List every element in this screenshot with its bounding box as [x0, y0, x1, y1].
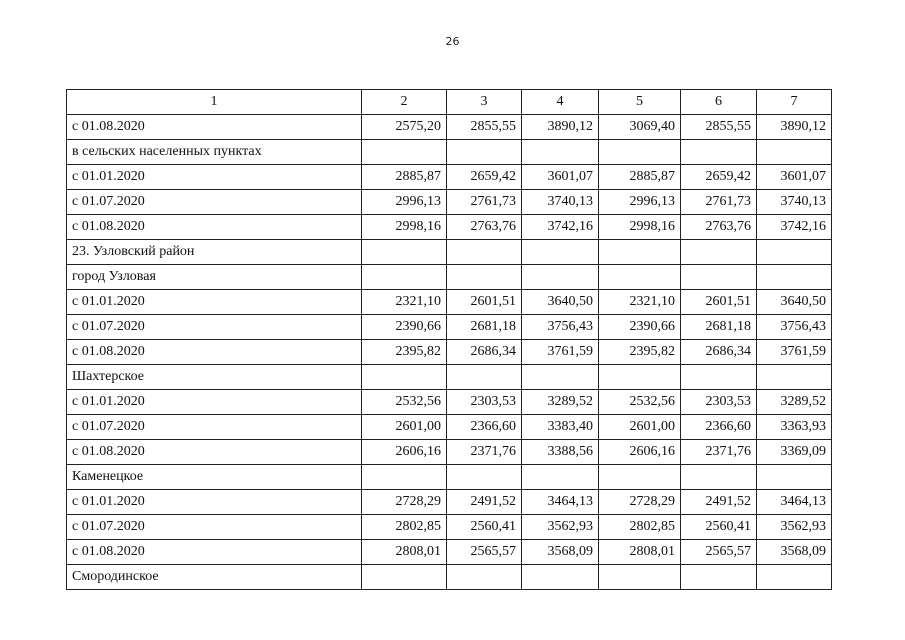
tariff-value-cell: 2366,60 [447, 415, 522, 440]
tariff-value-cell [362, 265, 447, 290]
tariff-value-cell: 2686,34 [447, 340, 522, 365]
tariff-table [66, 89, 832, 590]
table-row [67, 390, 832, 415]
tariff-value-cell: 2303,53 [447, 390, 522, 415]
row-label-cell: с 01.07.2020 [67, 415, 362, 440]
column-header: 3 [447, 90, 522, 115]
column-header: 2 [362, 90, 447, 115]
tariff-value-cell [599, 140, 681, 165]
row-label-cell: с 01.07.2020 [67, 315, 362, 340]
tariff-value-cell [681, 565, 757, 590]
row-label-cell: с 01.08.2020 [67, 440, 362, 465]
tariff-value-cell [447, 265, 522, 290]
tariff-value-cell [757, 365, 832, 390]
tariff-value-cell: 3363,93 [757, 415, 832, 440]
tariff-value-cell: 3756,43 [757, 315, 832, 340]
tariff-value-cell: 2998,16 [362, 215, 447, 240]
tariff-value-cell: 3464,13 [522, 490, 599, 515]
tariff-value-cell [757, 565, 832, 590]
tariff-value-cell: 2885,87 [599, 165, 681, 190]
tariff-value-cell: 2659,42 [681, 165, 757, 190]
tariff-value-cell [757, 265, 832, 290]
table-body [67, 90, 832, 590]
tariff-value-cell: 3756,43 [522, 315, 599, 340]
tariff-value-cell: 3742,16 [757, 215, 832, 240]
column-header: 4 [522, 90, 599, 115]
row-label-cell: город Узловая [67, 265, 362, 290]
table-row [67, 540, 832, 565]
tariff-value-cell [447, 565, 522, 590]
tariff-value-cell [362, 365, 447, 390]
tariff-value-cell: 3740,13 [522, 190, 599, 215]
column-header: 1 [67, 90, 362, 115]
tariff-value-cell: 2601,51 [681, 290, 757, 315]
column-header: 6 [681, 90, 757, 115]
tariff-value-cell: 2681,18 [447, 315, 522, 340]
tariff-value-cell: 3601,07 [522, 165, 599, 190]
page-number: 26 [445, 35, 460, 48]
row-label-cell: с 01.08.2020 [67, 115, 362, 140]
tariff-value-cell: 2659,42 [447, 165, 522, 190]
row-label-cell: Смородинское [67, 565, 362, 590]
tariff-value-cell [681, 140, 757, 165]
tariff-value-cell: 2808,01 [599, 540, 681, 565]
table-row [67, 340, 832, 365]
tariff-value-cell [522, 140, 599, 165]
tariff-value-cell: 3388,56 [522, 440, 599, 465]
tariff-value-cell: 2802,85 [599, 515, 681, 540]
tariff-value-cell: 2575,20 [362, 115, 447, 140]
table-row [67, 265, 832, 290]
tariff-value-cell [681, 265, 757, 290]
table-row [67, 415, 832, 440]
tariff-value-cell: 2321,10 [362, 290, 447, 315]
row-label-cell: в сельских населенных пунктах [67, 140, 362, 165]
tariff-value-cell [599, 465, 681, 490]
tariff-value-cell: 3562,93 [522, 515, 599, 540]
row-label-cell: с 01.07.2020 [67, 515, 362, 540]
row-label-cell: с 01.01.2020 [67, 290, 362, 315]
table-row [67, 215, 832, 240]
tariff-value-cell: 3742,16 [522, 215, 599, 240]
tariff-value-cell: 2366,60 [681, 415, 757, 440]
tariff-value-cell: 2761,73 [447, 190, 522, 215]
tariff-value-cell: 3289,52 [757, 390, 832, 415]
tariff-value-cell: 2395,82 [599, 340, 681, 365]
tariff-value-cell: 3640,50 [757, 290, 832, 315]
tariff-value-cell [757, 465, 832, 490]
tariff-value-cell: 3761,59 [522, 340, 599, 365]
tariff-value-cell: 2491,52 [681, 490, 757, 515]
row-label-cell: с 01.01.2020 [67, 390, 362, 415]
table-row [67, 565, 832, 590]
row-label-cell: Шахтерское [67, 365, 362, 390]
tariff-value-cell: 2565,57 [681, 540, 757, 565]
tariff-value-cell: 3761,59 [757, 340, 832, 365]
tariff-value-cell [681, 365, 757, 390]
tariff-value-cell: 2601,51 [447, 290, 522, 315]
tariff-value-cell: 3890,12 [757, 115, 832, 140]
tariff-value-cell [522, 265, 599, 290]
tariff-value-cell: 2606,16 [362, 440, 447, 465]
tariff-value-cell: 2763,76 [447, 215, 522, 240]
tariff-value-cell: 2303,53 [681, 390, 757, 415]
table-row [67, 365, 832, 390]
table-row [67, 140, 832, 165]
tariff-value-cell: 2996,13 [362, 190, 447, 215]
table-row [67, 515, 832, 540]
tariff-value-cell: 2321,10 [599, 290, 681, 315]
tariff-value-cell [757, 140, 832, 165]
tariff-value-cell: 3890,12 [522, 115, 599, 140]
tariff-value-cell [681, 465, 757, 490]
tariff-value-cell: 2681,18 [681, 315, 757, 340]
tariff-value-cell: 2532,56 [362, 390, 447, 415]
tariff-value-cell: 3640,50 [522, 290, 599, 315]
table-row [67, 290, 832, 315]
table-row [67, 440, 832, 465]
tariff-value-cell: 2855,55 [681, 115, 757, 140]
tariff-value-cell [447, 140, 522, 165]
row-label-cell: с 01.07.2020 [67, 190, 362, 215]
tariff-value-cell [362, 240, 447, 265]
tariff-value-cell [522, 465, 599, 490]
column-header: 5 [599, 90, 681, 115]
tariff-value-cell: 2491,52 [447, 490, 522, 515]
tariff-value-cell: 2885,87 [362, 165, 447, 190]
tariff-value-cell: 3369,09 [757, 440, 832, 465]
tariff-value-cell: 2601,00 [599, 415, 681, 440]
tariff-value-cell: 2560,41 [447, 515, 522, 540]
tariff-value-cell [599, 265, 681, 290]
table-header-row [67, 90, 832, 115]
tariff-value-cell: 2855,55 [447, 115, 522, 140]
tariff-value-cell [522, 565, 599, 590]
tariff-value-cell [599, 240, 681, 265]
tariff-value-cell [362, 465, 447, 490]
tariff-value-cell: 2395,82 [362, 340, 447, 365]
tariff-value-cell: 2728,29 [599, 490, 681, 515]
tariff-value-cell [447, 240, 522, 265]
tariff-value-cell [599, 565, 681, 590]
tariff-value-cell [681, 240, 757, 265]
tariff-value-cell: 3740,13 [757, 190, 832, 215]
tariff-value-cell: 2371,76 [447, 440, 522, 465]
tariff-value-cell [362, 565, 447, 590]
row-label-cell: с 01.08.2020 [67, 540, 362, 565]
table-row [67, 190, 832, 215]
tariff-value-cell: 3383,40 [522, 415, 599, 440]
tariff-value-cell [522, 365, 599, 390]
tariff-value-cell: 2686,34 [681, 340, 757, 365]
table-row [67, 240, 832, 265]
tariff-value-cell: 3069,40 [599, 115, 681, 140]
row-label-cell: Каменецкое [67, 465, 362, 490]
table-row [67, 465, 832, 490]
tariff-value-cell: 3289,52 [522, 390, 599, 415]
tariff-value-cell: 2565,57 [447, 540, 522, 565]
table-row [67, 165, 832, 190]
tariff-value-cell [522, 240, 599, 265]
tariff-value-cell: 2560,41 [681, 515, 757, 540]
tariff-value-cell: 2996,13 [599, 190, 681, 215]
tariff-value-cell: 3568,09 [757, 540, 832, 565]
tariff-value-cell: 2808,01 [362, 540, 447, 565]
table-row [67, 115, 832, 140]
row-label-cell: с 01.01.2020 [67, 490, 362, 515]
tariff-value-cell: 2802,85 [362, 515, 447, 540]
table-row [67, 315, 832, 340]
column-header: 7 [757, 90, 832, 115]
row-label-cell: с 01.08.2020 [67, 215, 362, 240]
row-label-cell: с 01.01.2020 [67, 165, 362, 190]
tariff-value-cell: 2532,56 [599, 390, 681, 415]
tariff-value-cell: 2606,16 [599, 440, 681, 465]
tariff-value-cell [447, 465, 522, 490]
tariff-value-cell: 2390,66 [599, 315, 681, 340]
tariff-value-cell: 2371,76 [681, 440, 757, 465]
row-label-cell: 23. Узловский район [67, 240, 362, 265]
row-label-cell: с 01.08.2020 [67, 340, 362, 365]
tariff-value-cell: 2728,29 [362, 490, 447, 515]
tariff-value-cell: 3562,93 [757, 515, 832, 540]
tariff-value-cell: 2601,00 [362, 415, 447, 440]
tariff-value-cell: 2998,16 [599, 215, 681, 240]
tariff-value-cell [757, 240, 832, 265]
tariff-value-cell: 2763,76 [681, 215, 757, 240]
table-row [67, 490, 832, 515]
tariff-value-cell [447, 365, 522, 390]
tariff-value-cell: 3601,07 [757, 165, 832, 190]
tariff-value-cell [362, 140, 447, 165]
tariff-value-cell [599, 365, 681, 390]
tariff-value-cell: 3464,13 [757, 490, 832, 515]
tariff-value-cell: 2390,66 [362, 315, 447, 340]
tariff-value-cell: 2761,73 [681, 190, 757, 215]
tariff-value-cell: 3568,09 [522, 540, 599, 565]
